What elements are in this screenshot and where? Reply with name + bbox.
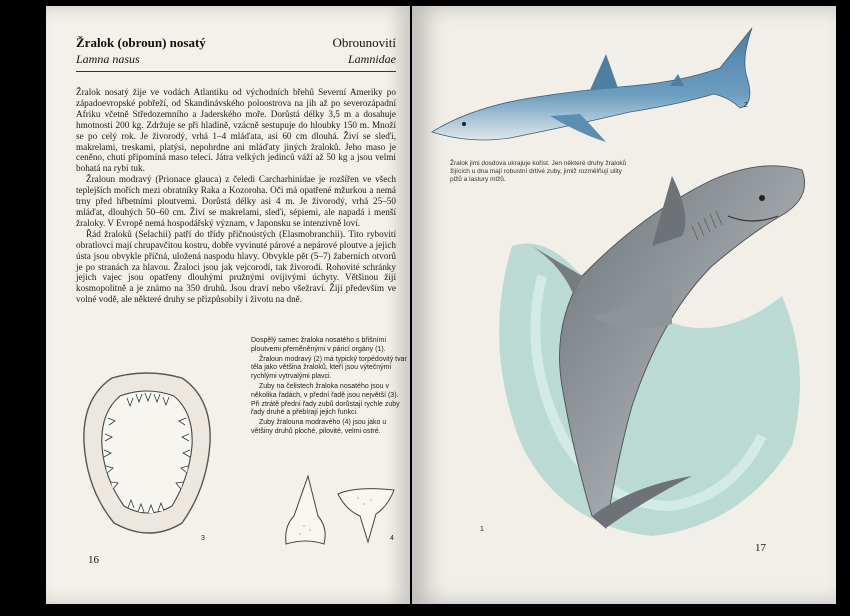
fig1-label: 1 (480, 526, 484, 533)
blue-shark-illustration (430, 16, 770, 146)
teeth-illustration (276, 466, 406, 551)
caption-3: Zuby na čelistech žraloka nosatého jsou v několika řadách, v přední řadě jsou největší (3). Při ztrátě přední řady zubů dorůstají rychle zuby řady druhé a přebírají jejich funkci. (251, 382, 400, 417)
fig2-label: 2 (744, 102, 748, 109)
caption-2: Žraloun modravý (2) má typický torpédovitý tvar těla jako většina žraloků, kteří jsou výtečnými rychlými vytrvalými plavci. (251, 355, 407, 381)
family-name: Obrounovití (332, 35, 396, 50)
species-latin-name: Lamna nasus (76, 52, 140, 66)
page-number-right: 17 (755, 542, 766, 554)
species-title: Žralok (obroun) nosatý (76, 35, 206, 50)
caption-1: Dospělý samec žraloka nosatého s břišními ploutvemi přeměněnými v páricí orgány (1). (251, 337, 387, 353)
porbeagle-illustration (522, 156, 822, 536)
body-text (76, 87, 396, 305)
paragraph-selachii: Řád žraloků (Selachii) patří do třídy příčnoústých (Elasmobranchii). Tito rybovití obratlovci mají chrupavčitou kostru, dobře vyvinuté párové a nepárové ploutve a jejich ústa jsou obvykle příčná, uložená naspodu hlavy. Obvykle pět (5–7) žaberních otvorů je po stranách za hlavou. Žraloci jsou jak vejcorodí, tak živorodí. Rohovité schránky jejich vajec jsou opatřeny dlouhými pružnými ovíjivými úchyty. Většinou žijí kosmopolitně a je známo na 350 druhů. Jsou draví nebo všežraví. Žijí především ve volné vodě, ale některé druhy se přizpůsobily i životu na dně. (76, 228, 396, 305)
fig4-label: 4 (390, 535, 394, 542)
caption-4: Zuby žralouna modravého (4) jsou jako u většiny druhů ploché, pilovité, velmi ostré. (251, 419, 387, 435)
fig-caption-right: Žralok jimi dosdova ukrajuje kořist. Jen některé druhy žraloků žijících u dna mají robustní drtivé zuby, jimiž rozmělňují ulity plžů a lastury mlžů. (450, 160, 627, 183)
paragraph-porbeagle: Žralok nosatý žije ve vodách Atlantiku od východních břehů Severní Ameriky po západoevropské pobřeží, od Skandinávského poloostrova na jih až po severozápadní Afriku včetně Středozemního a Jaderského moře. Dorůstá délky 3,5 m a dosahuje hmotnosti 200 kg. Zdržuje se při hladině, vzácně sestupuje do hloubky 150 m. Množí se po celý rok. Je živorodý, vrhá 1–4 mláďata, asi 60 cm dlouhá. Živí se sleďi, makrelami, treskami, platýsi, nepohrdne ani mláďaty jiných žraloků. Jeho maso je ceněno, chutí připomíná maso telecí. Játra velkých jedinců váží až 50 kg a jsou velmi bohatá na rybí tuk. (76, 87, 396, 174)
jaw-illustration (72, 368, 222, 548)
left-page (46, 6, 410, 604)
right-page (412, 6, 836, 604)
header-rule (76, 71, 396, 72)
page-number-left: 16 (88, 554, 99, 566)
fig3-label: 3 (201, 535, 205, 542)
family-latin-name: Lamnidae (348, 52, 396, 66)
paragraph-blue-shark: Žraloun modravý (Prionace glauca) z čeledi Carcharhinidae je rozšířen ve všech teplejších mořích mezi obratníky Raka a Kozoroha. Oči má opatřené mžurkou a nemá trny před hřbetními ploutvemi. Dorůstá délky asi 4 m. Je živorodý, vrhá 25–50 mláďat, dlouhých 50–60 cm. Živí se makrelami, sleďi, sépiemi, ale napadá i menší žraloky. V Evropě nemá hospodářský význam, v Japonsku se intenzivně loví. (76, 174, 396, 228)
figure-captions (251, 337, 407, 438)
